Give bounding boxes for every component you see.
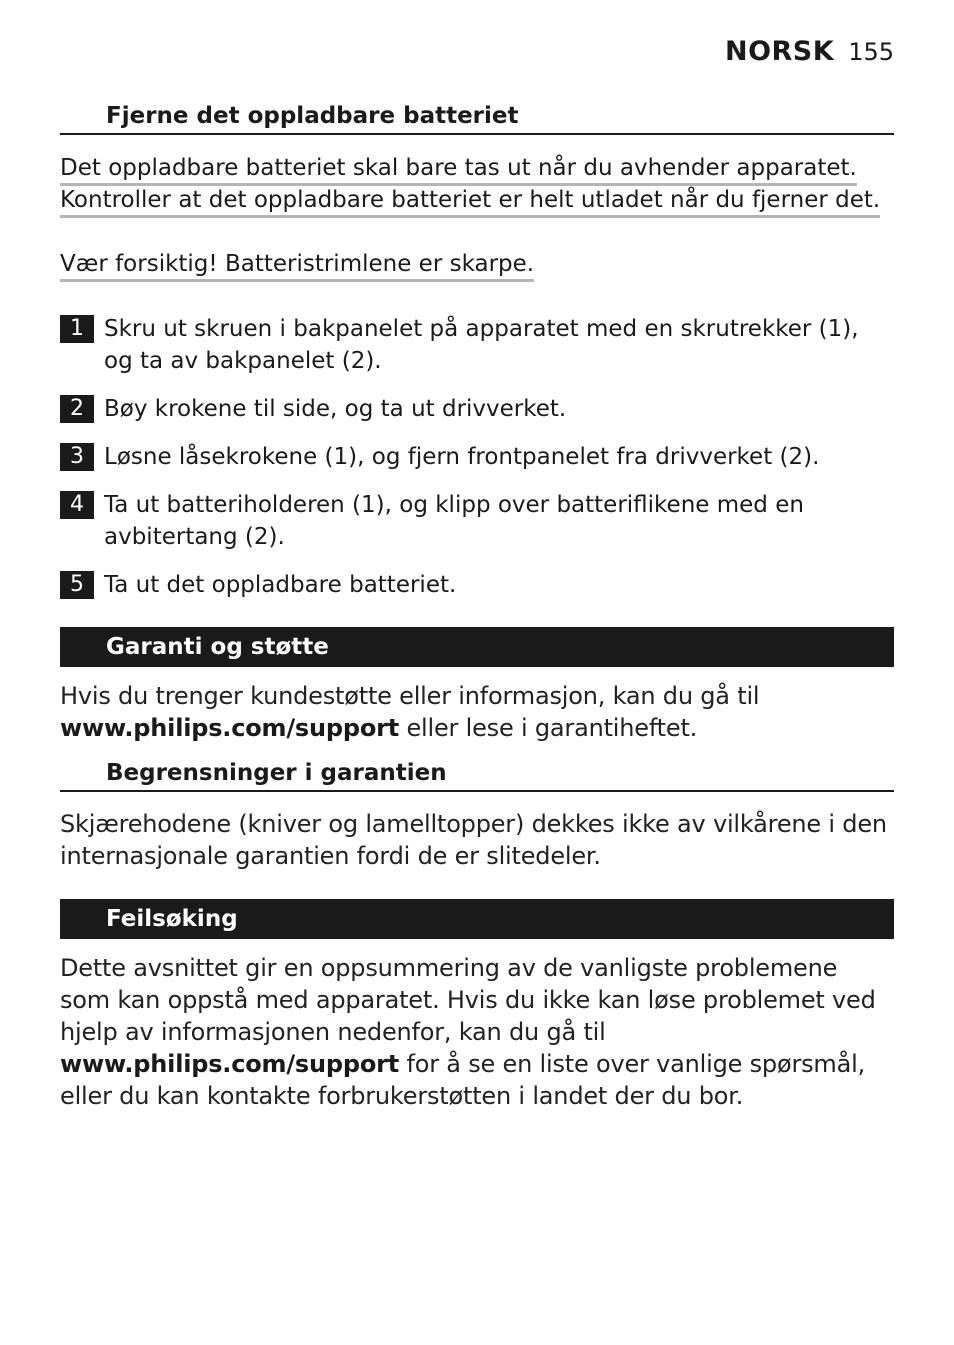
step-3	[60, 441, 894, 473]
step-2	[60, 393, 894, 425]
step-number-2: 2	[60, 395, 94, 423]
step-4	[60, 489, 894, 553]
step-text-1: Skru ut skruen i bakpanelet på apparatet med en skrutrekker (1), og ta av bakpanelet (2).	[104, 316, 859, 374]
step-text-4: Ta ut batteriholderen (1), og klipp over batteriflikene med en avbitertang (2).	[104, 492, 804, 550]
troubleshooting-paragraph	[60, 952, 894, 1112]
section-title-warranty: Garanti og støtte	[60, 627, 894, 667]
step-number-1: 1	[60, 315, 94, 343]
warning-line-2	[60, 184, 880, 218]
troubleshooting-text-after: for å se en liste over vanlige spørsmål, eller du kan kontakte forbrukerstøtten i landet der du bor.	[60, 1050, 865, 1110]
warranty-paragraph	[60, 680, 894, 744]
troubleshooting-link[interactable]: www.philips.com/support	[60, 1050, 400, 1078]
step-number-4: 4	[60, 491, 94, 519]
limits-paragraph: Skjærehodene (kniver og lamelltopper) dekkes ikke av vilkårene i den internasjonale garantien fordi de er slitedeler.	[60, 810, 887, 870]
step-number-3: 3	[60, 443, 94, 471]
section-title-remove-battery: Fjerne det oppladbare batteriet	[60, 103, 894, 135]
step-text-2: Bøy krokene til side, og ta ut drivverket.	[104, 396, 567, 422]
caution-text: Vær forsiktig! Batteristrimlene er skarpe.	[60, 249, 534, 282]
warranty-link[interactable]: www.philips.com/support	[60, 714, 400, 742]
section-title-warranty-limits: Begrensninger i garantien	[60, 760, 894, 792]
page-number: 155	[848, 38, 894, 66]
section-title-troubleshooting: Feilsøking	[60, 899, 894, 939]
step-text-3: Løsne låsekrokene (1), og fjern frontpanelet fra drivverket (2).	[104, 444, 820, 470]
warning-text-1: Det oppladbare batteriet skal bare tas ut når du avhender apparatet.	[60, 153, 857, 186]
warranty-text-before: Hvis du trenger kundestøtte eller informasjon, kan du gå til	[60, 682, 760, 710]
warranty-text-after: eller lese i garantiheftet.	[399, 714, 698, 742]
troubleshooting-text-before: Dette avsnittet gir en oppsummering av de vanligste problemene som kan oppstå med apparatet. Hvis du ikke kan løse problemet ved hjelp av informasjonen nedenfor, kan du gå til	[60, 954, 876, 1046]
page-header	[725, 36, 894, 67]
language-label: NORSK	[724, 36, 835, 67]
step-5	[60, 569, 894, 601]
caution-line	[60, 248, 534, 282]
warning-line-1	[60, 152, 857, 186]
steps-list	[60, 313, 894, 617]
step-1	[60, 313, 894, 377]
warning-text-2: Kontroller at det oppladbare batteriet er helt utladet når du fjerner det.	[60, 185, 880, 218]
step-number-5: 5	[60, 571, 94, 599]
step-text-5: Ta ut det oppladbare batteriet.	[104, 572, 457, 598]
